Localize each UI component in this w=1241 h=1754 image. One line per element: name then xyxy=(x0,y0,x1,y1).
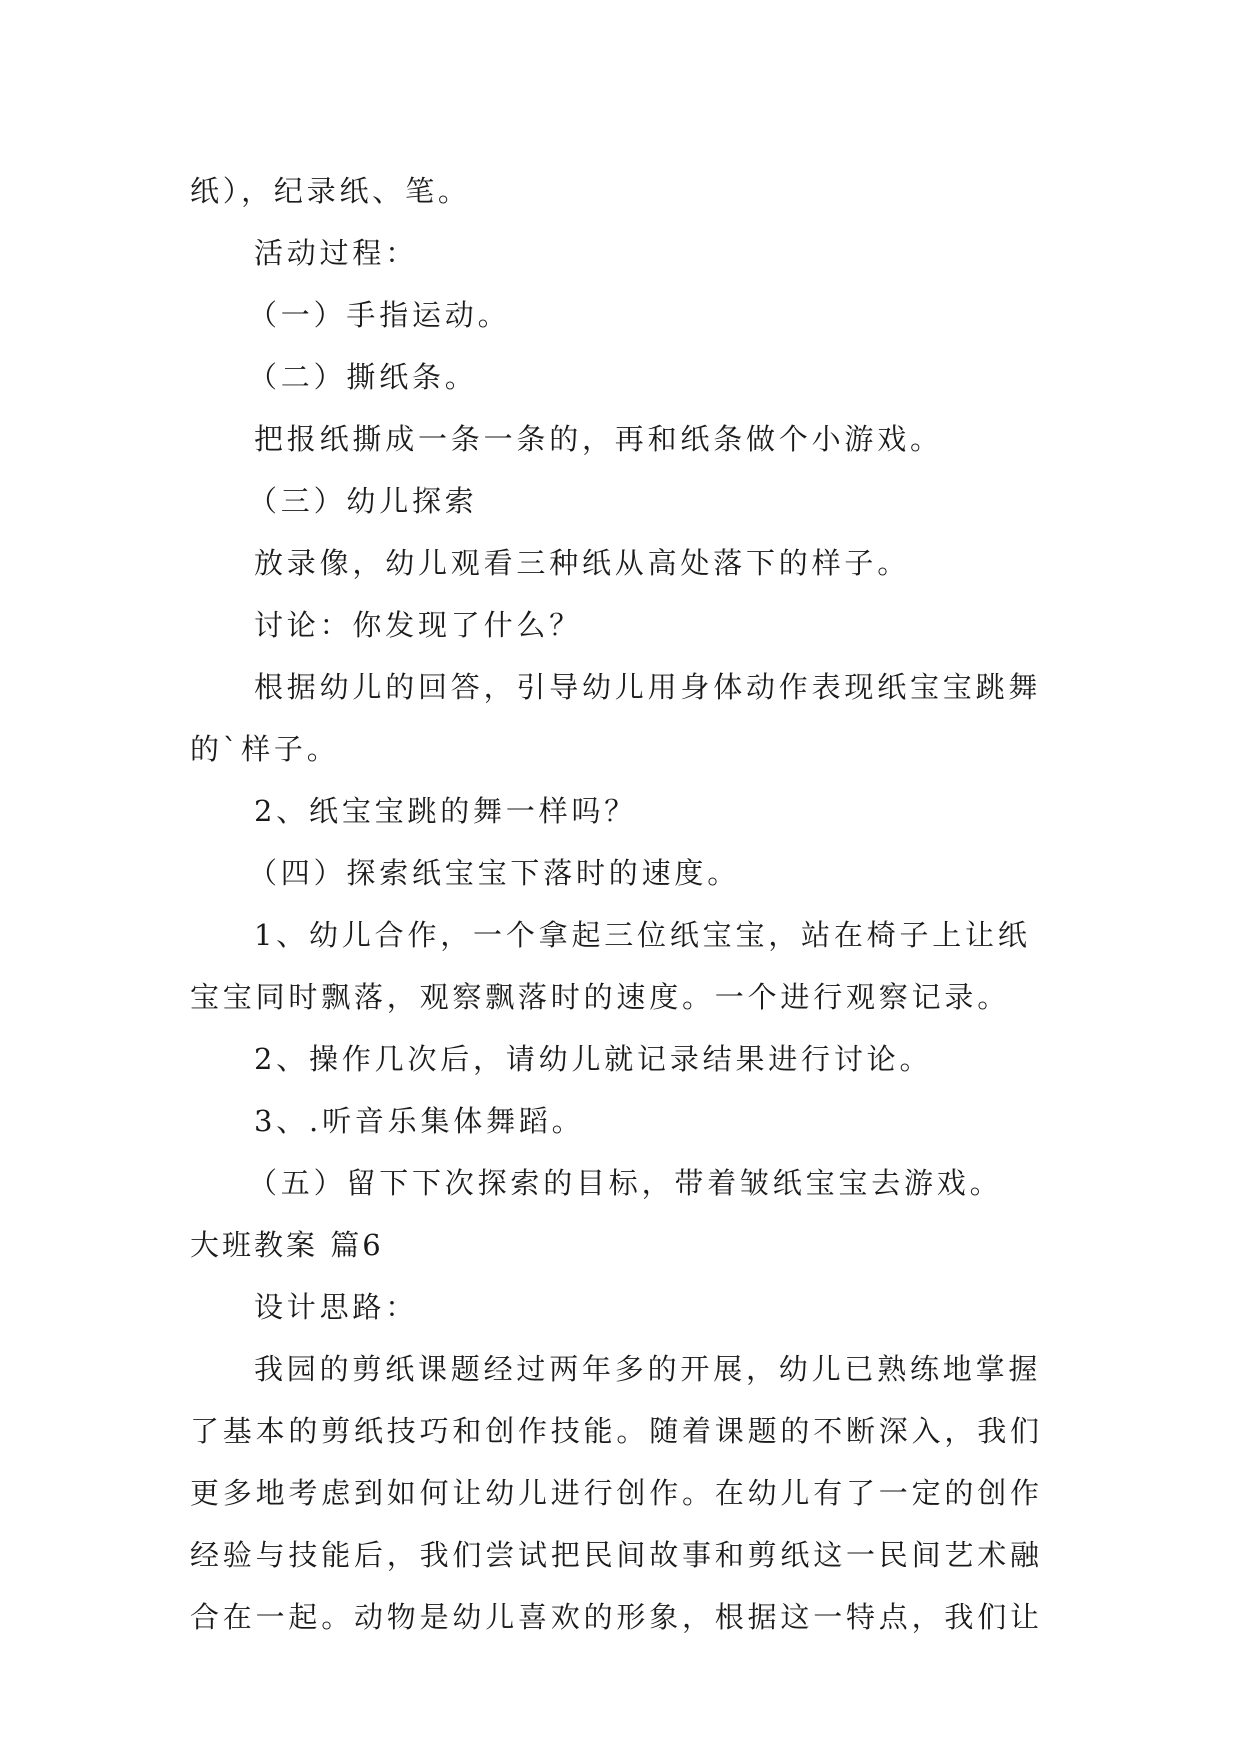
paragraph-line: 宝宝同时飘落，观察飘落时的速度。一个进行观察记录。 xyxy=(190,980,1011,1014)
paragraph-line: 2、纸宝宝跳的舞一样吗？ xyxy=(254,794,638,828)
step-heading-4: （四）探索纸宝宝下落时的速度。 xyxy=(248,856,741,890)
paragraph-line: 放录像，幼儿观看三种纸从高处落下的样子。 xyxy=(254,546,911,580)
step-heading-5: （五）留下下次探索的目标，带着皱纸宝宝去游戏。 xyxy=(248,1166,1003,1200)
paragraph-line: 了基本的剪纸技巧和创作技能。随着课题的不断深入，我们 xyxy=(190,1414,1043,1448)
paragraph-line: 合在一起。动物是幼儿喜欢的形象，根据这一特点，我们让 xyxy=(190,1600,1043,1634)
step-heading-3: （三）幼儿探索 xyxy=(248,484,478,518)
paragraph-line: 我园的剪纸课题经过两年多的开展，幼儿已熟练地掌握 xyxy=(254,1352,1042,1386)
step-heading-1: （一）手指运动。 xyxy=(248,298,511,332)
paragraph-line: 更多地考虑到如何让幼儿进行创作。在幼儿有了一定的创作 xyxy=(190,1476,1043,1510)
paragraph-line: 根据幼儿的回答，引导幼儿用身体动作表现纸宝宝跳舞 xyxy=(254,670,1042,704)
paragraph-line: 把报纸撕成一条一条的，再和纸条做个小游戏。 xyxy=(254,422,943,456)
section-title: 大班教案 篇6 xyxy=(190,1228,384,1262)
section-label-activity-process: 活动过程： xyxy=(254,236,419,270)
section-label-design-idea: 设计思路： xyxy=(254,1290,419,1324)
paragraph-line: 讨论：你发现了什么？ xyxy=(254,608,583,642)
paragraph-line: 的`样子。 xyxy=(190,732,340,766)
paragraph-line: 2、操作几次后，请幼儿就记录结果进行讨论。 xyxy=(254,1042,933,1076)
paragraph-line: 经验与技能后，我们尝试把民间故事和剪纸这一民间艺术融 xyxy=(190,1538,1043,1572)
paragraph-line: 纸），纪录纸、笔。 xyxy=(190,174,471,208)
step-heading-2: （二）撕纸条。 xyxy=(248,360,478,394)
document-body xyxy=(190,160,1060,1648)
paragraph-line: 3、.听音乐集体舞蹈。 xyxy=(254,1104,585,1138)
paragraph-line: 1、幼儿合作，一个拿起三位纸宝宝，站在椅子上让纸 xyxy=(254,918,1031,952)
